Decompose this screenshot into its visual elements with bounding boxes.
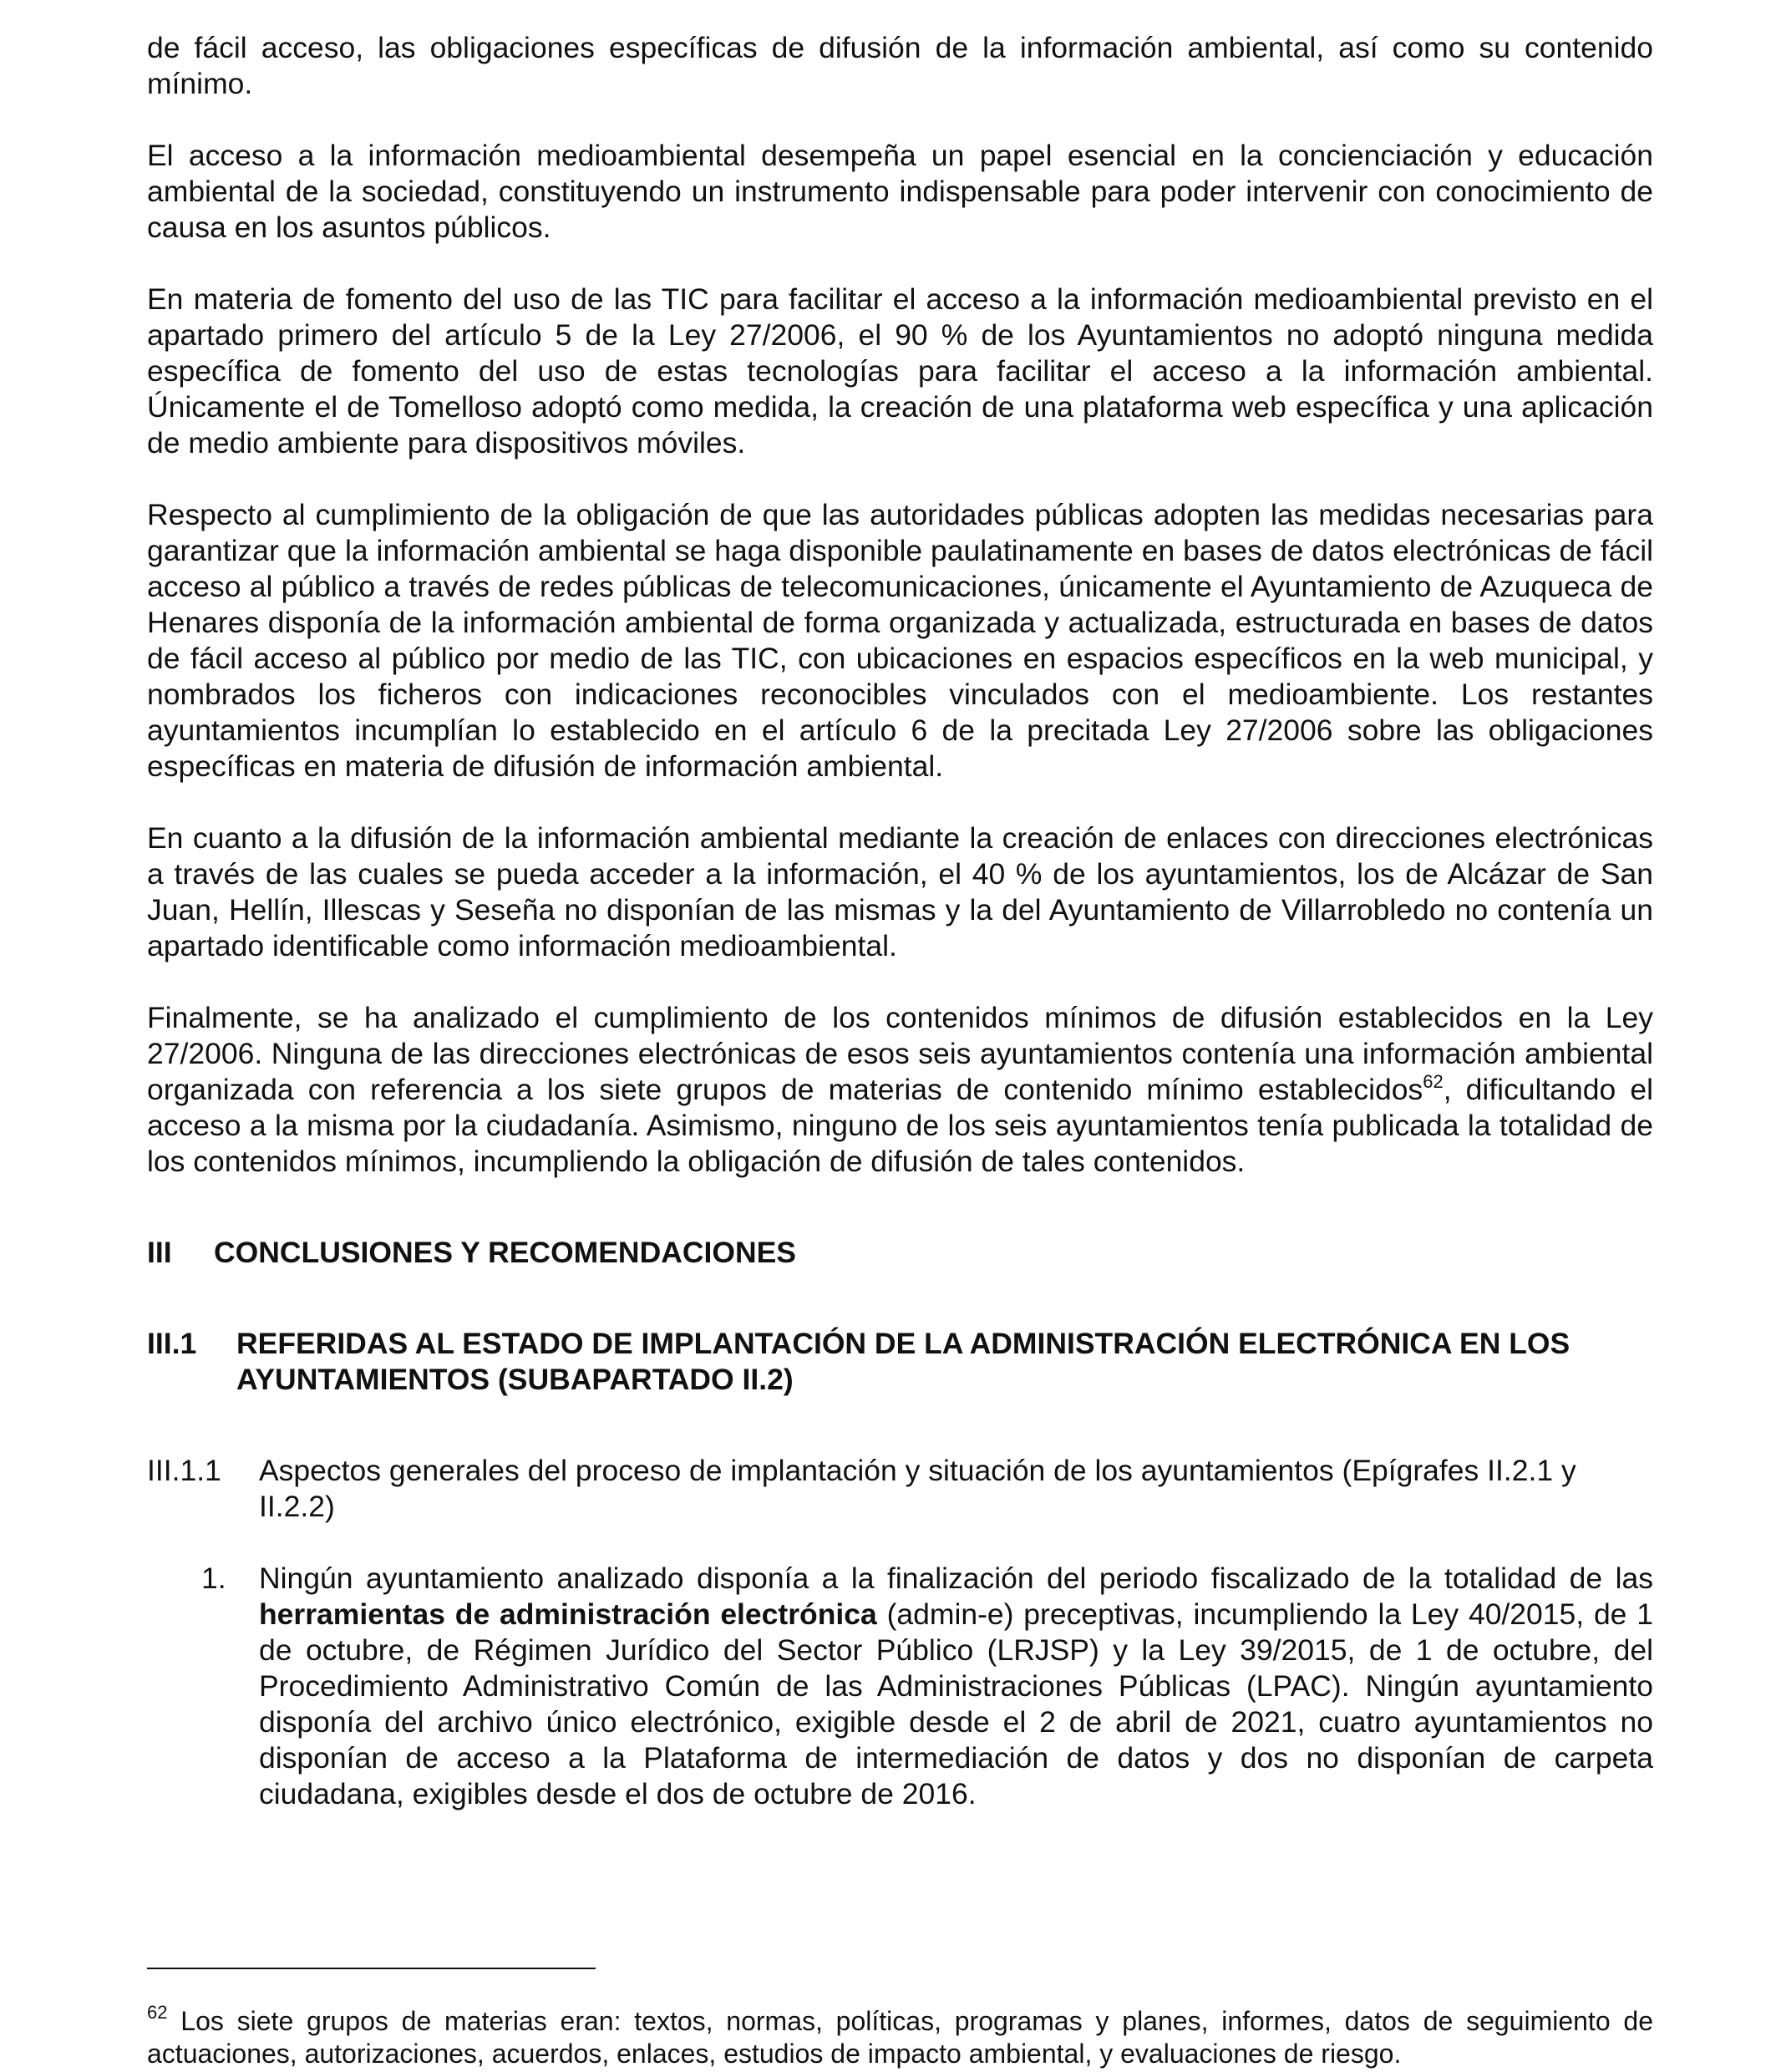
list-item bbox=[147, 1561, 1653, 1812]
footnote bbox=[147, 2002, 1653, 2070]
bold-text: herramientas de administración electrónica bbox=[259, 1597, 877, 1631]
footnote-text: Los siete grupos de materias eran: textos, normas, políticas, programas y planes, informes, datos de seguimiento de actuaciones, autorizaciones, acuerdos, enlaces, estudios de impacto ambiental, y evaluaciones de riesgo. bbox=[147, 2006, 1653, 2069]
subsubsection-title: Aspectos generales del proceso de implantación y situación de los ayuntamientos (Epígrafes II.2.1 y II.2.2) bbox=[259, 1454, 1576, 1523]
footnote-number: 62 bbox=[147, 2002, 168, 2023]
text: (admin-e) preceptivas, incumpliendo la Ley 40/2015, de 1 de octubre, de Régimen Jurídico del Sector Público (LRJSP) y la Ley 39/2015, de 1 de octubre, del Procedimiento Administrativo Común de las Administraciones Públicas (LPAC). Ningún ayuntamiento disponía del archivo único electrónico, exigible desde el 2 de abril de 2021, cuatro ayuntamientos no disponían de acceso a la Plataforma de intermediación de datos y dos no disponían de carpeta ciudadana, exigibles desde el dos de octubre de 2016. bbox=[259, 1597, 1653, 1810]
text: Finalmente, se ha analizado el cumplimiento de los contenidos mínimos de difusión establecidos en la Ley 27/2006. Ninguna de las direcciones electrónicas de esos seis ayuntamientos contenía una información ambiental organizada con referencia a los siete grupos de materias de contenido mínimo establecidos bbox=[147, 1001, 1653, 1106]
paragraph: Respecto al cumplimiento de la obligación de que las autoridades públicas adopten las medidas necesarias para garantizar que la información ambiental se haga disponible paulatinamente en bases de datos electrónicas de fácil acceso al público a través de redes públicas de telecomunicaciones, únicamente el Ayuntamiento de Azuqueca de Henares disponía de la información ambiental de forma organizada y actualizada, estructurada en bases de datos de fácil acceso al público por medio de las TIC, con ubicaciones en espacios específicos en la web municipal, y nombrados los ficheros con indicaciones reconocibles vinculados con el medioambiente. Los restantes ayuntamientos incumplían lo establecido en el artículo 6 de la precitada Ley 27/2006 sobre las obligaciones específicas en materia de difusión de información ambiental. bbox=[147, 498, 1653, 783]
document-body bbox=[147, 30, 1653, 1812]
subsection-heading bbox=[147, 1326, 1653, 1398]
list-number: 1. bbox=[201, 1562, 226, 1595]
subsection-title: REFERIDAS AL ESTADO DE IMPLANTACIÓN DE LA ADMINISTRACIÓN ELECTRÓNICA EN LOS AYUNTAMIENTOS (SUBAPARTADO II.2) bbox=[236, 1327, 1570, 1396]
footnote-separator bbox=[147, 1968, 596, 1969]
list-text bbox=[259, 1561, 1653, 1812]
paragraph-final bbox=[147, 1000, 1653, 1180]
section-title: CONCLUSIONES Y RECOMENDACIONES bbox=[214, 1236, 796, 1269]
section-number: III bbox=[147, 1236, 172, 1269]
paragraph: El acceso a la información medioambiental desempeña un papel esencial en la concienciación y educación ambiental de la sociedad, constituyendo un instrumento indispensable para poder intervenir con conocimiento de causa en los asuntos públicos. bbox=[147, 139, 1653, 244]
subsubsection-number: III.1.1 bbox=[147, 1454, 221, 1487]
subsection-number: III.1 bbox=[147, 1327, 197, 1360]
paragraph: En cuanto a la difusión de la información ambiental mediante la creación de enlaces con direcciones electrónicas a través de las cuales se pueda acceder a la información, el 40 % de los ayuntamientos, los de Alcázar de San Juan, Hellín, Illescas y Seseña no disponían de las mismas y la del Ayuntamiento de Villarrobledo no contenía un apartado identificable como información medioambiental. bbox=[147, 821, 1653, 962]
paragraph: de fácil acceso, las obligaciones específicas de difusión de la información ambiental, así como su contenido mínimo. bbox=[147, 31, 1653, 100]
section-heading bbox=[147, 1235, 1653, 1271]
subsubsection-heading bbox=[147, 1453, 1653, 1525]
text: Ningún ayuntamiento analizado disponía a la finalización del periodo fiscalizado de la totalidad de las bbox=[259, 1562, 1653, 1595]
text: , dificultando el acceso a la misma por la ciudadanía. Asimismo, ninguno de los seis ayuntamientos tenía publicada la totalidad de los contenidos mínimos, incumpliendo la obligación de difusión de tales contenidos. bbox=[147, 1073, 1653, 1178]
footnote-ref[interactable]: 62 bbox=[1423, 1071, 1444, 1092]
paragraph: En materia de fomento del uso de las TIC para facilitar el acceso a la información medioambiental previsto en el apartado primero del artículo 5 de la Ley 27/2006, el 90 % de los Ayuntamientos no adoptó ninguna medida específica de fomento del uso de estas tecnologías para facilitar el acceso a la información ambiental. Únicamente el de Tomelloso adoptó como medida, la creación de una plataforma web específica y una aplicación de medio ambiente para dispositivos móviles. bbox=[147, 282, 1653, 460]
